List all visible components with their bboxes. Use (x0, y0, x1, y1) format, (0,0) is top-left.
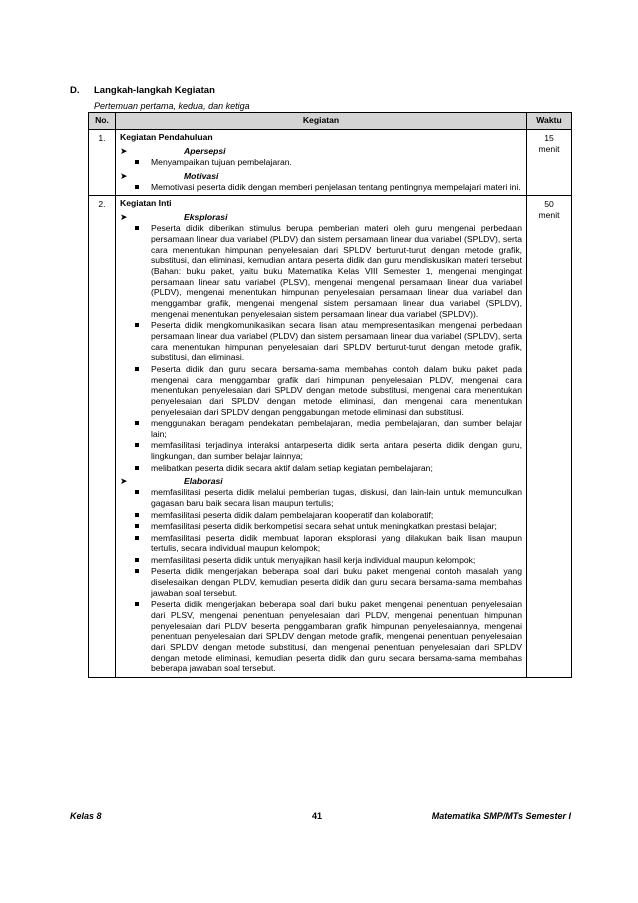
square-bullet-icon (135, 569, 139, 573)
header-activity: Kegiatan (116, 113, 527, 130)
list-item (120, 566, 522, 598)
stage-title: Kegiatan Pendahuluan (120, 132, 213, 142)
square-bullet-icon (135, 536, 139, 540)
square-bullet-icon (135, 558, 139, 562)
table-row (89, 196, 572, 678)
square-bullet-icon (135, 160, 139, 164)
section-heading (70, 85, 215, 97)
list-item-text: Menyampaikan tujuan pembelajaran. (151, 157, 292, 167)
list-item (120, 440, 522, 461)
list-item (120, 555, 522, 566)
footer-class: Kelas 8 (70, 811, 102, 821)
activity-table (88, 112, 572, 678)
activity-cell (116, 130, 527, 196)
list-item-text: Peserta didik mengerjakan beberapa soal dari buku paket mengenai contoh masalah yang diselesaikan dengan PLDV, kemudian peserta didik dan guru secara bersama-sama membahas jawaban soal tersebut. (151, 566, 522, 598)
header-time: Waktu (527, 113, 572, 130)
list-item-text: memfasilitasi peserta didik untuk menyajikan hasil kerja individual maupun kelompok; (151, 554, 476, 565)
list-item-text: menggunakan beragam pendekatan pembelajaran, media pembelajaran, dan sumber belajar lain; (151, 418, 522, 439)
list-item (120, 521, 522, 532)
arrow-bullet-icon: ➤ (120, 146, 128, 156)
row-number: 1. (89, 130, 116, 196)
list-item (120, 599, 522, 674)
square-bullet-icon (135, 466, 139, 470)
time-unit: menit (538, 210, 560, 221)
time-value: 15 (544, 133, 554, 143)
subsection-label: Eksplorasi (184, 212, 228, 223)
square-bullet-icon (135, 226, 139, 230)
subsection-label: Elaborasi (184, 476, 223, 487)
square-bullet-icon (135, 513, 139, 517)
list-item-text: memfasilitasi peserta didik membuat laporan eksplorasi yang dilakukan baik lisan maupun tertulis, secara individual maupun kelompok; (151, 532, 522, 554)
arrow-bullet-icon: ➤ (120, 476, 128, 487)
header-no: No. (89, 113, 116, 130)
list-item (120, 533, 522, 554)
list-item-text: Peserta didik dan guru secara bersama-sama membahas contoh dalam buku paket pada mengenai cara menggambar grafik dari himpunan penyelesaian PLDV, mengenai cara menentukan penyelesaian dari SPLDV dengan metode substitusi, mengenai cara menentukan penyelesaian dari SPLDV dengan metode eliminasi, dan mengenai cara menentukan penyelesaian dari SPLDV dengan penggabungan metode eliminasi dan substitusi. (151, 363, 522, 417)
square-bullet-icon (135, 443, 139, 447)
list-item (120, 418, 522, 439)
list-item (120, 182, 522, 193)
square-bullet-icon (135, 421, 139, 425)
square-bullet-icon (135, 185, 139, 189)
list-item (120, 510, 522, 521)
subsection-label: Motivasi (184, 170, 219, 181)
arrow-bullet-icon: ➤ (120, 170, 128, 181)
list-item (120, 487, 522, 508)
list-item (120, 463, 522, 474)
subsection-heading (120, 146, 522, 157)
square-bullet-icon (135, 367, 139, 371)
list-item (120, 364, 522, 418)
activity-cell (116, 196, 527, 678)
list-item-text: memfasilitasi peserta didik dalam pembelajaran kooperatif dan kolaboratif; (151, 509, 434, 520)
activity-list (120, 182, 522, 193)
subsection-label: Apersepsi (184, 146, 226, 156)
activity-list (120, 157, 522, 168)
subsection-heading (120, 171, 522, 182)
list-item (120, 223, 522, 319)
list-item (120, 320, 522, 363)
list-item-text: Peserta didik diberikan stimulus berupa pemberian materi oleh guru mengenai perbedaan persamaan linear dua variabel (PLDV) dan sistem persamaan linear dua variabel (SPLDV), serta cara menentukan himpunan penyelesaian dari SPLDV berturut-turut dengan metode grafik, substitusi, dan eliminasi, kemudian antara peserta didik dan guru mendiskusikan materi tersebut (Bahan: buku paket, yaitu buku Matematika Kelas VIII Semester 1, mengenai mengingat persamaan linear satu variabel (PLSV), mengenai mengenal persamaan linear dua variabel (PLDV), mengenai menentukan himpunan penyelesaian persamaan linear dua variabel dan menggambar grafik, mengenai mengenal sistem persamaan linear dua variabel (SPLDV), mengenai menentukan penyelesaian sistem persamaan linear dua variabel (SPLDV)). (151, 223, 522, 319)
page-number: 41 (312, 811, 323, 821)
square-bullet-icon (135, 524, 139, 528)
subsection-heading (120, 476, 522, 487)
list-item-text: Peserta didik mengerjakan beberapa soal dari buku paket mengenai penentuan penyelesaian dari PLSV, mengenai penentuan penyelesaian dari PLDV, mengenai penentuan himpunan penyelesaian dari PLDV beserta penggambaran grafik himpunan penyelesaiannya, mengenai penentuan penyelesaian dari SPLDV dengan metode grafik, mengenai penentuan penyelesaian dari SPLDV dengan metode substitusi, dan mengenai penentuan penyelesaian dari SPLDV dengan metode eliminasi, kemudian peserta didik dan guru secara bersama-sama membahas beberapa jawaban soal tersebut. (151, 599, 522, 674)
meeting-subtitle: Pertemuan pertama, kedua, dan ketiga (94, 101, 250, 111)
time-value: 50 (544, 199, 554, 210)
section-letter: D. (70, 85, 80, 96)
list-item-text: memfasilitasi terjadinya interaksi antarpeserta didik serta antara peserta didik dengan guru, lingkungan, dan sumber belajar lainnya; (151, 440, 522, 462)
time-unit: menit (538, 144, 560, 154)
list-item-text: Memotivasi peserta didik dengan memberi penjelasan tentang pentingnya mempelajari materi ini. (151, 181, 521, 192)
table-row (89, 130, 572, 196)
time-cell (527, 130, 572, 196)
square-bullet-icon (135, 490, 139, 494)
table-header-row (89, 113, 572, 130)
list-item-text: melibatkan peserta didik secara aktif dalam setiap kegiatan pembelajaran; (151, 462, 433, 473)
section-title: Langkah-langkah Kegiatan (94, 85, 215, 96)
stage-title: Kegiatan Inti (120, 198, 172, 209)
list-item-text: Peserta didik mengkomunikasikan secara lisan atau mempresentasikan mengenai perbedaan persamaan linear dua variabel (PLDV) dan sistem persamaan linear dua variabel (SPLDV), serta cara menentukan himpunan penyelesaian dari SPLDV berturut-turut dengan metode grafik, substitusi, dan eliminasi. (151, 320, 522, 363)
list-item-text: memfasilitasi peserta didik melalui pemberian tugas, diskusi, dan lain-lain untuk memunculkan gagasan baru baik secara lisan maupun tertulis; (151, 487, 522, 509)
row-number: 2. (89, 196, 116, 678)
list-item-text: memfasilitasi peserta didik berkompetisi secara sehat untuk meningkatkan prestasi belajar; (151, 521, 497, 532)
square-bullet-icon (135, 323, 139, 327)
subsection-heading (120, 212, 522, 223)
activity-list (120, 223, 522, 473)
square-bullet-icon (135, 602, 139, 606)
list-item (120, 157, 522, 168)
activity-list (120, 487, 522, 674)
time-cell (527, 196, 572, 678)
arrow-bullet-icon: ➤ (120, 212, 128, 223)
footer-book-title: Matematika SMP/MTs Semester I (431, 811, 571, 821)
